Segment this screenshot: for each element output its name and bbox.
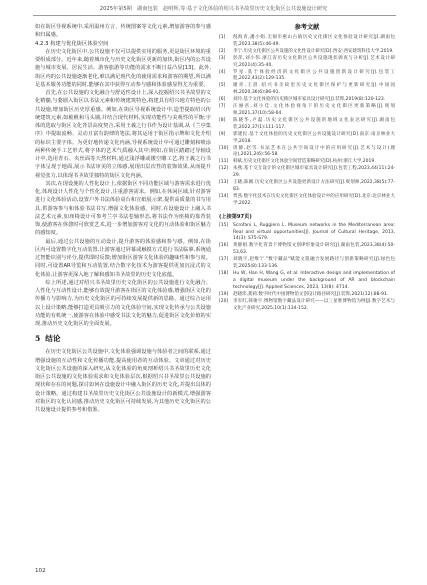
- reference-number: [12]: [219, 166, 229, 172]
- reference-number: [14]: [219, 193, 229, 199]
- reference-number: [10]: [219, 145, 229, 151]
- header-divider: [33, 15, 396, 16]
- reference-number: [19]: [219, 291, 229, 297]
- reference-number: [4]: [219, 69, 226, 75]
- body-paragraph: 在历史文化街区中,公共设施不仅可以提供实用的服务,更是街区环境的重要组成部分。近年来,随着城市化与历史文化街区更新的加快,街区内的公共设施与城市发展、居民生活、游客旅游等功能的需求不断日益凸显[13]。此外,街区内的公共设施逐渐老化,难以满足现代化的使用需求和游客的期望,所以满足基本服务功能的同时,能够在其中获得互动参与感和体验感显得尤为重要。: [35, 48, 211, 88]
- reference-text: Hu W, Han H, Wang G, et al. Interactive design and implementation of a digital museum under the background of AR and blockchain technology[J]. Applied Sciences, 2023, 13(8): 4714.: [233, 271, 395, 290]
- references-title: 参考文献: [294, 24, 320, 31]
- body-paragraph: 其次,在现设施的人性化设计上,依据街区不同功能区域与游客需求进行优化,体现设计人性化与个性化设计,注重游客需求。例如,在休闲区域,针对游客进行文化体验活动,设置户外书法体验桌台和宣纸展示架,提供高质量的书写用具,供游客参与和体验书法书写,增强文化体验感。同时,在设施设计上融入书法艺术元素,如座椅设计可参考兰亭书法卷轴形态,将书法作为座椅的靠背装饰,使游客在休憩时可欣赏艺术,进一步增加游客对文化的互动体验和街区魅力的感知度。: [35, 180, 211, 237]
- reference-item: [219, 118, 395, 132]
- reference-item: [219, 56, 395, 70]
- reference-item: [219, 292, 395, 299]
- section-number: 5: [35, 334, 41, 344]
- reference-text: 朱燕.基于交互设计的文化街区城市家具设计研究[J].包装工程,2023,44(11):24-29.: [233, 166, 395, 179]
- reference-number: [18]: [219, 271, 229, 276]
- references-list: [219, 35, 395, 208]
- body-paragraph: 综上所述,通过对绍兴书圣故里历史文化街区的公共设施进行文化融合、人性化与互动性设计,能够有效提升游客在街区的文化体验感,增强街区文化的传播力与影响力,为历史文化街区的可持续发展提供新的思路。通过综合运用以上设计策略,能够打造更具吸引力的文化体验空间,实现文化传承与公共设施功能的有机统一,使游客在体验中感受书法文化的魅力,促进街区文化价值的实现,推动历史文化街区的全面发展。: [35, 279, 211, 328]
- reference-item: [219, 194, 395, 208]
- reference-text: 彭萍,刘小伟.浙江省历史文化街区公共设施现状调查与分析[J].艺术设计研究,2021(4):35-40.: [233, 55, 395, 68]
- reference-text: 周静,赵雪.书法艺术在公共空间设计中的应用研究[J].艺术与设计(理论),2021,2(6):56-58.: [233, 145, 395, 158]
- reference-number: [8]: [219, 117, 226, 123]
- reference-number: [5]: [219, 83, 226, 89]
- reference-text: 刘玲.基于文化体验的历史街区城市家具设计研究[J].装饰,2019(8):120-123.: [233, 97, 386, 103]
- body-paragraph: 首先,在公共设施的文化融合与舒适性设计上,深入挖掘绍兴书圣故里的文化精髓,与婺剧入街区以书法元素和传统建筑特色,构建具有绍兴地方特色的公共设施,增加街区历史厚重感。例如,在街区导视系统设计中,造型提取绍兴传统建筑元素,如桅帆和马头墙,并结合现代材料,实现功能性与美观性的平衡;字体的选取与街区文化背景高度契合,采用王羲之行书作为设计基调,从《兰亭集序》中提取流畅、灵动且富有韵律的笔法,将其运用于街区指示牌和文化介绍的标识主要字体。为更好地传递文化内涵,导视系统设计中可通过雕刻和喷涂两种传统手工艺形式,将字体的艺术气质融入其中;例如,在街区踏踏过导轴设计中,选用青石、夹丝面等天然材料,通过浅浮雕或镂空雕工艺,将王羲之行书字体呈现于地面,展示书法审美的立体感,展现出层次性的装饰效果,从而提升视觉张力,以体现书圣故里独特的街区文化内涵。: [35, 90, 211, 179]
- reference-number: [20]: [219, 298, 229, 304]
- reference-text: 李宁.历史文化街区公共设施的文化性设计研究[D].西安:西安建筑科技大学,2019.: [233, 48, 394, 54]
- body-paragraph: 如在街区导视系统中,采用温州方言、传统图案等文化元素,增加游客的参与感和归属感。: [35, 24, 211, 39]
- right-column: [219, 23, 395, 312]
- reference-number: [11]: [219, 159, 229, 165]
- reference-text: 谢青,王晨.绍兴书圣故里历史文化街区保护与更新研究[J].中国园林,2020,36(6):86-91.: [233, 83, 395, 96]
- reference-text: Scrofani L, Ruggiero L. Museum networks in the Mediterranean area: Real and virtual opportunities[J]. Journal of Cultural Heritage, 2013, 14(3): S75-S79.: [233, 222, 395, 242]
- continued-note: (上接第97页): [219, 213, 252, 220]
- page-number: 102: [35, 568, 46, 574]
- reference-item: [219, 49, 395, 56]
- reference-text: 陈晓华,卢磊.历史文化街区公共设施的地域文化表达研究[J].湖南包装,2022,37(1):111-117.: [233, 117, 395, 130]
- reference-number: [13]: [219, 180, 229, 186]
- reference-text: 李军红,韩俊宇.博物馆数字藏品设计研究——以三星堆博物馆为例[J].数字艺术与文化产业研究,2025,10(1):134-152.: [233, 298, 395, 311]
- reference-item: [219, 83, 395, 97]
- reference-number: [9]: [219, 131, 226, 137]
- reference-number: [3]: [219, 55, 226, 61]
- reference-text: 黄静娟.数字化背景下博物馆文创IP形象设计研究[J].湖南包装,2023,38(4):50-53,63.: [233, 243, 395, 256]
- reference-item: [219, 166, 395, 180]
- reference-text: 倪海青,潘小娟.无锡市惠山古镇历史文化街区文化体验设计研究[J].湖南包装,2023,38(5):46-49.: [233, 35, 395, 47]
- reference-number: [17]: [219, 257, 229, 263]
- section-title: 结论: [45, 334, 61, 344]
- running-head: 2025年第5期 湖南包装 赵明辉,等:基于文化体验的绍兴书圣故里历史文化街区公共设施设计研究: [99, 6, 328, 12]
- subsection-heading: 4.2.3 构建与优化街区体验空间: [35, 40, 109, 47]
- reference-text: 贾茜.数字化技术在历史文化街区文化体验设计中的应用研究[D].北京:北京林业大学,2022.: [233, 193, 395, 206]
- reference-item: [219, 132, 395, 146]
- reference-text: 赵晓玮,龚莉.数字时代中国博物馆文创设计路径研究[J].装饰,2021(12):88-91.: [233, 291, 389, 297]
- reference-item: [219, 104, 395, 118]
- reference-item: [219, 271, 395, 292]
- reference-item: [219, 223, 395, 244]
- reference-item: [219, 35, 395, 49]
- reference-item: [219, 70, 395, 84]
- reference-item: [219, 146, 395, 160]
- reference-text: 汪丽君,刘小佳.文化体验视角下的历史文化街区更新策略[J].规划师,2021,37(10):58-64.: [233, 104, 395, 116]
- reference-item: [219, 299, 395, 313]
- references-list-continued: [219, 223, 395, 313]
- body-paragraph: 最后,通过公共设施的互动设计,提升游客的体验感和参与感。例如,在街区内可设置数字化互动装置,让游客通过屏幕或触摸方式进行书法临摹,系统通过智能识别与评分,提供即时反馈;增加街区游客文化体验的趣味性和参与度。同时,可设置AR导览和互动装置,结合数字化技术为游客提供更加沉浸式的文化体验,让游客更深入地了解和感知书圣故里的历史文化底蕴。: [35, 238, 211, 278]
- left-column: [35, 23, 211, 414]
- reference-number: [6]: [219, 97, 226, 103]
- reference-number: [16]: [219, 243, 229, 249]
- reference-text: 刘晓宇,赵维宁."数字藏品"赋能文旅融合发展路径与创新策略研究[J].绿色包装,2025(8):133-136.: [233, 257, 395, 270]
- reference-text: 郭建民.基于文化体验的历史文化街区公共设施设计研究[D].南京:南京林业大学,2018.: [233, 131, 395, 144]
- reference-number: [15]: [219, 222, 229, 228]
- reference-number: [2]: [219, 48, 226, 54]
- reference-number: [7]: [219, 104, 226, 110]
- reference-item: [219, 257, 395, 271]
- reference-number: [1]: [219, 35, 226, 40]
- body-paragraph: 在历史文化街区公共设施中,文化体验强调设施与体验者之间的联系,通过增强设施的互动性和文化传播功能,提高使用者的互动体验。文章通过对历史文化街区公共设施的深入研究,从文化体验的角度剖析绍兴书圣故里历史文化街区公共设施的文化体验需求和文化体验层次,根据绍兴书圣故里公共设施的现状和存在的问题,探讨如何在设施设计中融入街区的历史文化,并提出具体的设计策略。通过构建书圣故里历史文化街区公共设施设计的新模式,增强游客对街区的文化认同感,推动历史文化街区可持续发展,为其他历史文化街区的公共设施设计提供参考和借鉴。: [35, 349, 211, 414]
- reference-item: [219, 180, 395, 194]
- reference-text: 王晓,陈刚.历史文化街区公共设施更新设计方法研究[J].规划师,2022,38(5):77-83.: [233, 180, 395, 192]
- reference-text: 罗星.基于体验经济的文化街区公共设施创新设计研究[J].包装工程,2022,43(2):129-135.: [233, 69, 395, 82]
- reference-text: 韩斌.历史文化街区文化体验空间营造策略研究[D].杭州:浙江大学,2019.: [233, 159, 376, 165]
- section-heading: [35, 333, 211, 345]
- reference-item: [219, 243, 395, 257]
